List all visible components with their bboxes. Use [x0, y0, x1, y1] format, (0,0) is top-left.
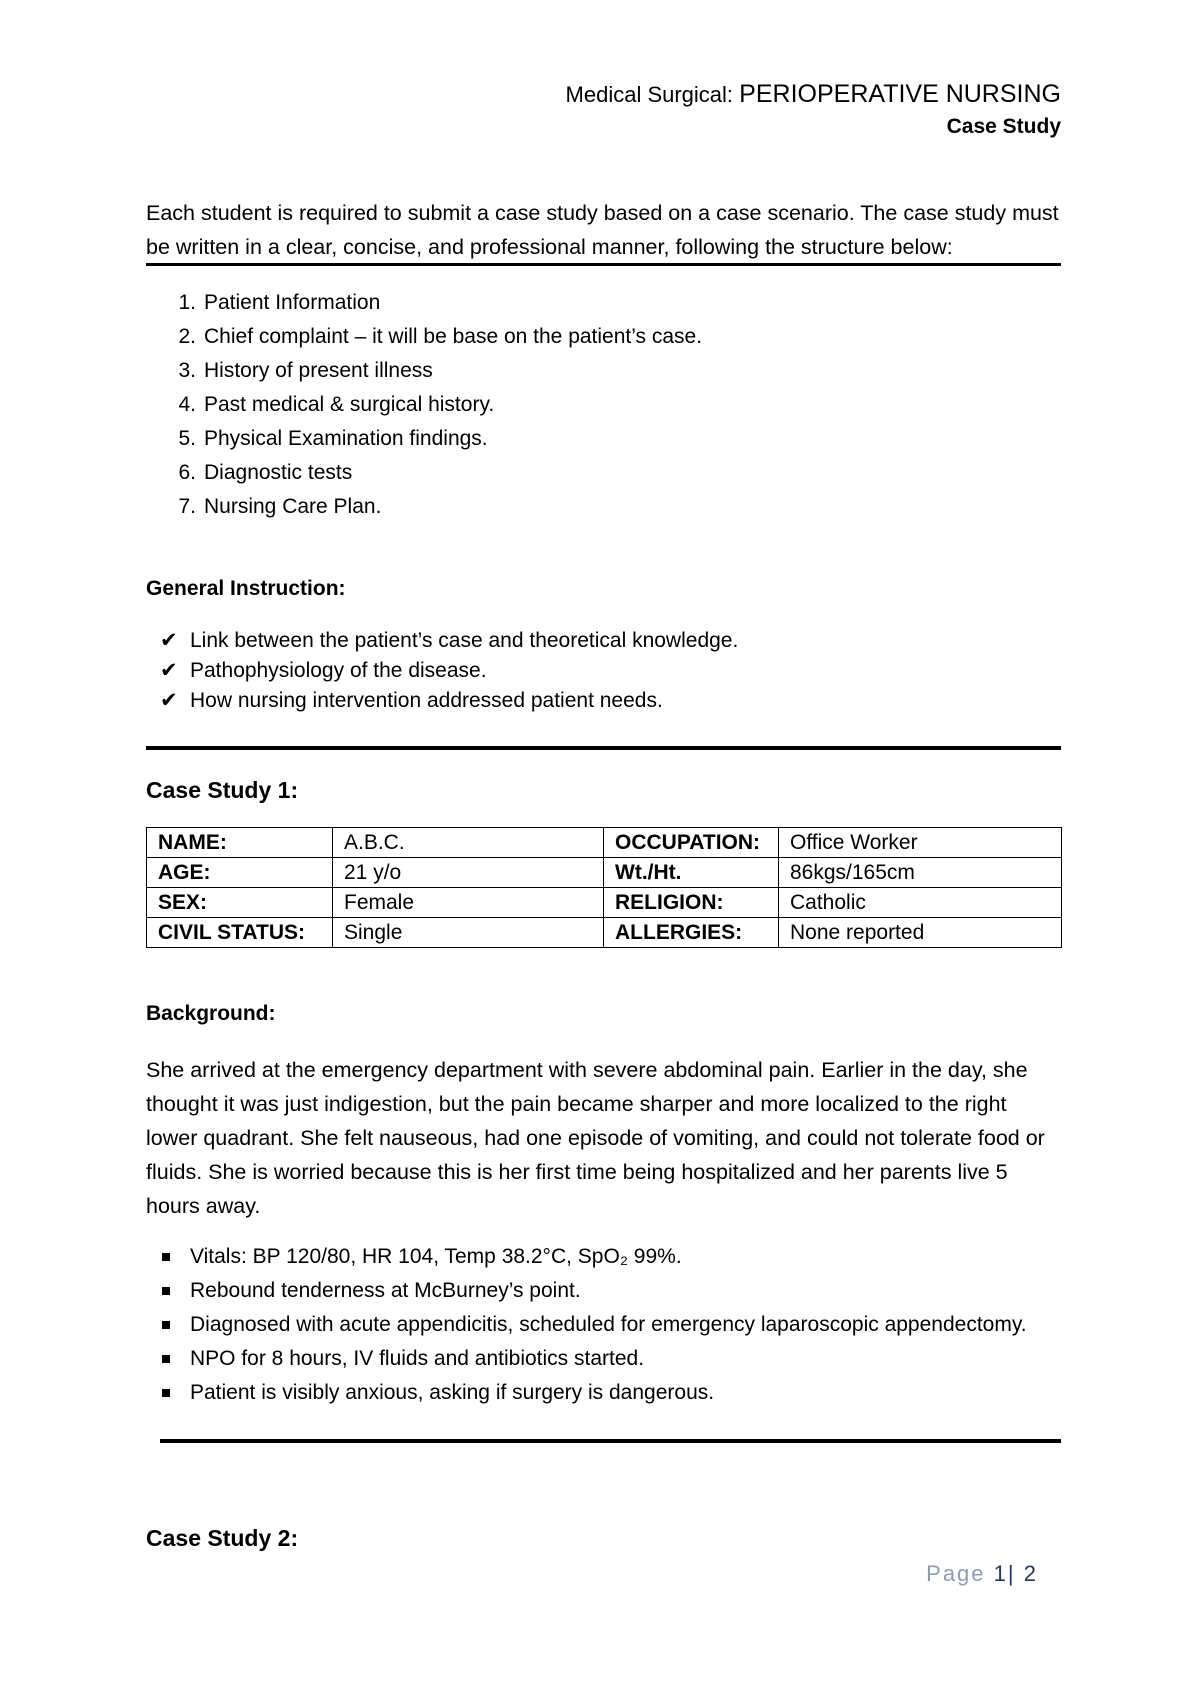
table-row: [147, 858, 1062, 888]
table-cell: Office Worker: [779, 828, 1062, 858]
list-item: Rebound tenderness at McBurney’s point.: [160, 1274, 1060, 1308]
general-instruction-heading: General Instruction:: [146, 577, 346, 600]
table-row: [147, 828, 1062, 858]
list-item: 4. Past medical & surgical history.: [178, 393, 495, 416]
table-cell: NAME:: [147, 828, 333, 858]
page-number: Page 1| 2: [926, 1561, 1038, 1586]
page-word: Page: [926, 1561, 986, 1586]
background-paragraph: She arrived at the emergency department with severe abdominal pain. Earlier in the day, she thought it was just indigestion, but the pain became sharper and more localized to the right lower quadrant. She felt nauseous, had one episode of vomiting, and could not tolerate food or fluids. She is worried because this is her first time being hospitalized and her parents live 5 hours away.: [146, 1058, 1045, 1218]
table-cell: None reported: [779, 918, 1062, 948]
list-item: ✔ Pathophysiology of the disease.: [160, 656, 738, 686]
checkmark-icon: ✔: [160, 659, 178, 682]
table-cell: SEX:: [147, 888, 333, 918]
checkmark-icon: ✔: [160, 629, 178, 652]
table-cell: ALLERGIES:: [604, 918, 779, 948]
list-item: 6. Diagnostic tests: [178, 461, 353, 484]
instruction-checklist: [160, 626, 738, 716]
table-cell: AGE:: [147, 858, 333, 888]
divider: [146, 746, 1061, 750]
list-item: ✔ Link between the patient’s case and theoretical knowledge.: [160, 626, 738, 656]
course-title: PERIOPERATIVE NURSING: [739, 80, 1061, 108]
document-type: Case Study: [946, 115, 1061, 138]
list-item: 3. History of present illness: [178, 359, 433, 382]
table-cell: Female: [333, 888, 604, 918]
table-row: [147, 918, 1062, 948]
list-item: Diagnosed with acute appendicitis, scheduled for emergency laparoscopic appendectomy.: [160, 1308, 1060, 1342]
list-item: 2. Chief complaint – it will be base on the patient’s case.: [178, 325, 703, 348]
course-header: [566, 80, 1061, 109]
table-cell: Single: [333, 918, 604, 948]
list-item: ✔ How nursing intervention addressed patient needs.: [160, 686, 738, 716]
divider: [146, 263, 1061, 266]
table-cell: RELIGION:: [604, 888, 779, 918]
intro-paragraph: Each student is required to submit a case study based on a case scenario. The case study must be written in a clear, concise, and professional manner, following the structure below:: [146, 201, 1059, 259]
table-cell: 86kgs/165cm: [779, 858, 1062, 888]
square-bullet-icon: [162, 1287, 170, 1295]
patient-info-table: [146, 827, 1062, 948]
square-bullet-icon: [162, 1355, 170, 1363]
structure-list: [146, 286, 702, 524]
table-cell: CIVIL STATUS:: [147, 918, 333, 948]
square-bullet-icon: [162, 1389, 170, 1397]
table-cell: OCCUPATION:: [604, 828, 779, 858]
case-study-1-heading: Case Study 1:: [146, 777, 299, 803]
current-page: 1: [993, 1561, 1008, 1586]
table-cell: A.B.C.: [333, 828, 604, 858]
divider: [160, 1439, 1061, 1443]
case-findings-list: [160, 1240, 1060, 1410]
checkmark-icon: ✔: [160, 689, 178, 712]
list-item: 7. Nursing Care Plan.: [178, 495, 382, 518]
table-cell: Wt./Ht.: [604, 858, 779, 888]
table-row: [147, 888, 1062, 918]
square-bullet-icon: [162, 1321, 170, 1329]
square-bullet-icon: [162, 1253, 170, 1261]
list-item: Patient is visibly anxious, asking if surgery is dangerous.: [160, 1376, 1060, 1410]
table-cell: Catholic: [779, 888, 1062, 918]
background-heading: Background:: [146, 1002, 276, 1025]
case-study-2-heading: Case Study 2:: [146, 1525, 299, 1551]
table-cell: 21 y/o: [333, 858, 604, 888]
total-pages: 2: [1023, 1561, 1038, 1586]
list-item: 5. Physical Examination findings.: [178, 427, 488, 450]
list-item: NPO for 8 hours, IV fluids and antibiotics started.: [160, 1342, 1060, 1376]
list-item: Vitals: BP 120/80, HR 104, Temp 38.2°C, SpO₂ 99%.: [160, 1240, 1060, 1274]
list-item: 1. Patient Information: [178, 291, 381, 314]
course-prefix: Medical Surgical:: [565, 82, 734, 107]
